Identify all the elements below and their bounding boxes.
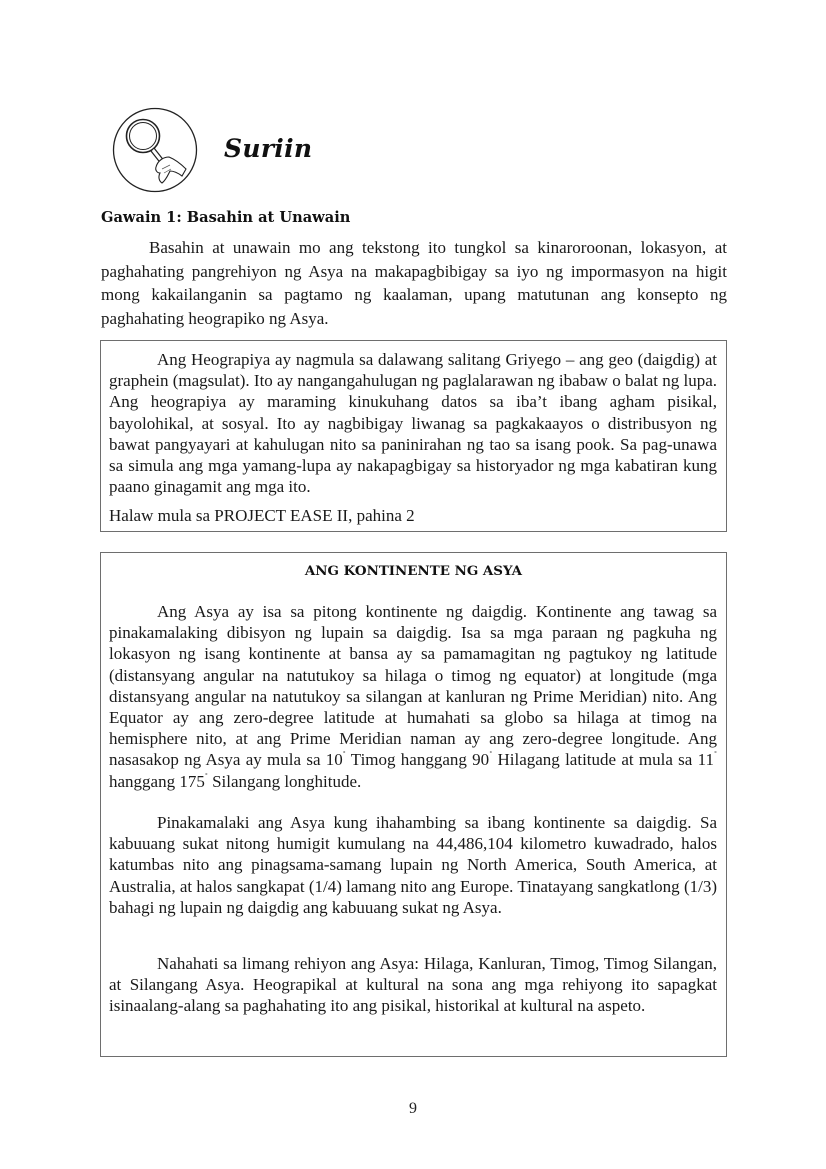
box-heading: ANG KONTINENTE NG ASYA [304,563,523,579]
page-number: 9 [409,1100,417,1117]
geography-definition-box [100,340,727,532]
magnifying-glass-hand-icon [112,107,198,193]
asia-continent-box [100,552,727,1057]
geography-definition-text: Ang Heograpiya ay nagmula sa dalawang salitang Griyego – ang geo (daigdig) at graphein (magsulat). Ito ay nangangahulugan ng paglalarawan ng ibabaw o balat ng lupa. Ang heograpiya ay maraming kinukuhang datos sa iba’t ibang agham pisikal, bayolohikal, at sosyal. Ito ay nagbibigay liwanag sa pagkakaayos o distribusyon ng bawat pangyayari at kahulugan nito sa paninirahan ng tao sa isang pook. Sa pag-unawa sa simula ang mga yamang-lupa ay nakapagbigay sa historyador ng mga kabatiran kung paano ginagamit ang mga ito. [109,350,718,497]
source-citation: Halaw mula sa PROJECT EASE II, pahina 2 [109,506,415,525]
section-title: Suriin [224,134,313,163]
asia-size-paragraph: Pinakamalaki ang Asya kung ihahambing sa ibang kontinente sa daigdig. Sa kabuuang sukat nitong humigit kumulang na 44,486,104 kilometro kuwadrado, halos katumbas nito ang pinagsama-samang lupain ng North America, South America, at Australia, at halos sangkapat (1/4) lamang nito ang Europe. Tinatayang sangkatlong (1/3) bahagi ng lupain ng daigdig ang kabuuang sukat ng Asya. [109,813,717,917]
activity-intro: Basahin at unawain mo ang tekstong ito tungkol sa kinaroroonan, lokasyon, at paghahating pangrehiyon ng Asya na makapagbibigay sa iyo ng impormasyon na higit mong kakailanganin sa pagtamo ng kaalaman, upang matutunan ang konsepto ng paghahating heograpiko ng Asya. [101,238,727,328]
asia-location-paragraph: Ang Asya ay isa sa pitong kontinente ng daigdig. Kontinente ang tawag sa pinakamalaking dibisyon ng lupain sa daigdig. Isa sa mga paraan ng pagkuha ng lokasyon ng isang kontinente at bansa ay sa pamamagitan ng pagtukoy ng latitude (distansyang angular na natutukoy sa hilaga o timog ng equator) at longitude (mga distansyang angular na natutukoy sa silangan at kanluran ng Prime Meridian) nito. Ang Equator ay ang zero-degree latitude at humahati sa globo sa hilaga at timog na hemisphere nito, at ang Prime Meridian naman ay ang zero-degree longitude. Ang nasasakop ng Asya ay mula sa 10˚ Timog hanggang 90˚ Hilagang latitude at mula sa 11˚ hanggang 175˚ Silangang longhitude. [109,602,717,791]
asia-regions-paragraph: Nahahati sa limang rehiyon ang Asya: Hilaga, Kanluran, Timog, Timog Silangan, at Silangang Asya. Heograpikal at kultural na sona ang mga rehiyong ito sapagkat isinaalang-alang sa paghahating ito ang pisikal, historikal at kultural na aspeto. [109,954,717,1016]
activity-title: Gawain 1: Basahin at Unawain [101,209,351,226]
